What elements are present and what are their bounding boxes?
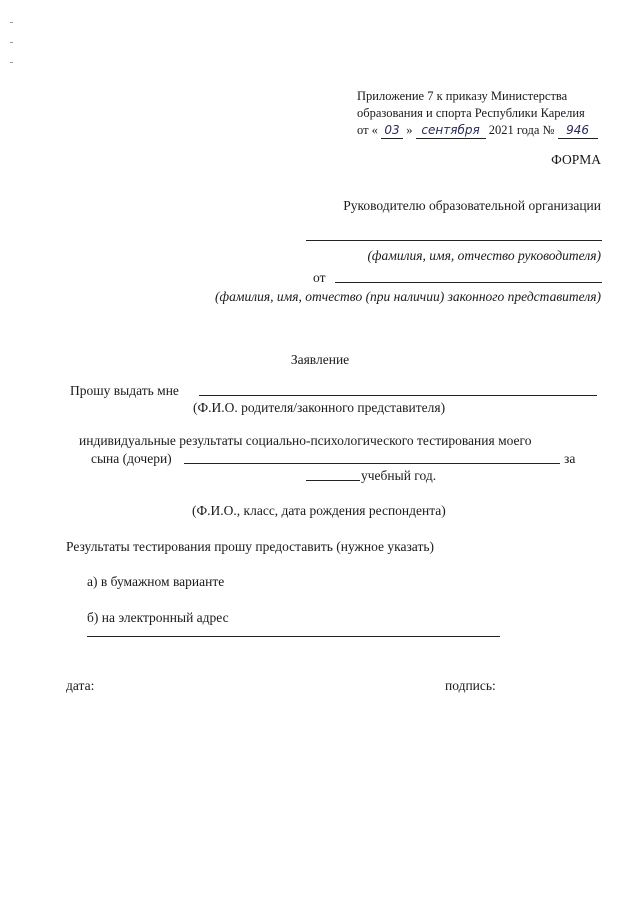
scan-speck: [10, 22, 13, 23]
head-caption: (фамилия, имя, отчество руководителя): [367, 248, 601, 263]
request-name-line[interactable]: [199, 395, 597, 396]
form-label: ФОРМА: [551, 152, 601, 167]
child-prefix: сына (дочери): [91, 451, 172, 466]
addressee-to: Руководителю образовательной организации: [343, 198, 601, 213]
month-handwritten: сентября: [416, 122, 486, 139]
document-title: Заявление: [290, 352, 350, 367]
results-line: индивидуальные результаты социально-психологического тестирования моего: [79, 433, 532, 448]
date-prefix: от «: [357, 123, 378, 137]
rep-name-line[interactable]: [335, 282, 602, 283]
email-address-line[interactable]: [87, 636, 500, 637]
rep-caption: (фамилия, имя, отчество (при наличии) законного представителя): [215, 289, 601, 304]
request-caption: (Ф.И.О. родителя/законного представителя): [193, 400, 446, 415]
option-email[interactable]: б) на электронный адрес: [87, 610, 229, 625]
provide-line: Результаты тестирования прошу предоставить (нужное указать): [66, 539, 435, 554]
child-suffix: за: [564, 451, 576, 466]
from-label: от: [313, 270, 326, 285]
date-label: дата:: [66, 678, 95, 693]
year-suffix: учебный год.: [361, 468, 437, 483]
day-handwritten: 03: [381, 122, 403, 139]
appendix-line-1: Приложение 7 к приказу Министерства: [357, 89, 568, 103]
year-text: 2021 года №: [488, 123, 555, 137]
signature-label: подпись:: [445, 678, 496, 693]
appendix-line-2: образования и спорта Республики Карелия: [357, 106, 585, 120]
option-paper[interactable]: а) в бумажном варианте: [87, 574, 225, 589]
number-handwritten: 946: [558, 122, 598, 139]
school-year-line[interactable]: [306, 480, 360, 481]
scan-speck: [10, 62, 13, 63]
request-prefix: Прошу выдать мне: [70, 383, 179, 398]
head-name-line[interactable]: [306, 240, 602, 241]
respondent-caption: (Ф.И.О., класс, дата рождения респондента): [192, 503, 446, 518]
scan-speck: [10, 42, 13, 43]
child-name-line[interactable]: [184, 463, 560, 464]
appendix-date-line: [357, 122, 607, 140]
date-mid: »: [406, 123, 413, 137]
